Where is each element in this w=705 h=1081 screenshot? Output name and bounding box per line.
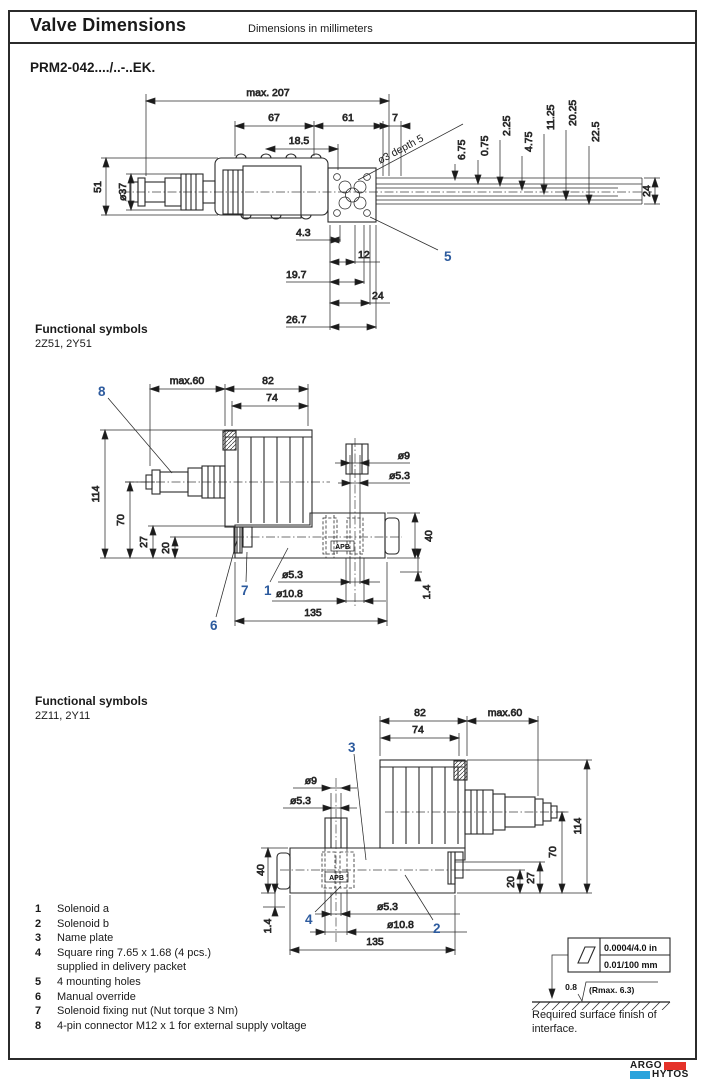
svg-text:70: 70 <box>115 514 127 526</box>
svg-text:ø5.3: ø5.3 <box>377 901 399 913</box>
svg-text:74: 74 <box>412 724 424 736</box>
valve-outline <box>277 760 557 893</box>
svg-text:19.7: 19.7 <box>286 269 307 281</box>
svg-text:135: 135 <box>304 607 322 619</box>
dim-51 <box>92 158 218 215</box>
legend-item-4-cont: supplied in delivery packet <box>57 961 187 974</box>
legend-item-3: 3 Name plate <box>35 932 114 945</box>
legend-item-4: 4 Square ring 7.65 x 1.68 (4 pcs.) <box>35 946 212 959</box>
svg-text:ø10.8: ø10.8 <box>276 588 303 600</box>
svg-text:ø3 depth 5: ø3 depth 5 <box>375 132 426 167</box>
svg-text:114: 114 <box>572 817 584 835</box>
ports-label-box <box>325 872 348 882</box>
dim-max60-82-74 <box>150 375 308 466</box>
dim-bottom <box>235 558 387 626</box>
svg-text:11.25: 11.25 <box>545 104 557 130</box>
svg-text:74: 74 <box>266 392 278 404</box>
legend-item-6: 6 Manual override <box>35 990 136 1003</box>
page-title: Valve Dimensions <box>30 15 187 35</box>
header-divider <box>8 42 697 44</box>
legend-item-8: 8 4-pin connector M12 x 1 for external supply voltage <box>35 1019 307 1032</box>
svg-text:ø5.3: ø5.3 <box>388 470 410 482</box>
svg-text:max.60: max.60 <box>169 375 205 387</box>
dim-dia9-dia53 <box>283 775 357 811</box>
port-hidden-lines <box>323 515 363 558</box>
callout-5 <box>370 217 452 264</box>
svg-text:max.60: max.60 <box>487 707 523 719</box>
svg-text:20: 20 <box>505 876 517 888</box>
dim-40-14 <box>387 513 435 599</box>
svg-text:max. 207: max. 207 <box>246 87 290 99</box>
port-hidden-lines <box>322 848 354 893</box>
svg-text:2.25: 2.25 <box>501 115 513 136</box>
svg-text:4.3: 4.3 <box>296 227 311 239</box>
mounting-holes <box>334 174 371 217</box>
svg-text:51: 51 <box>92 181 104 193</box>
svg-text:APB: APB <box>329 875 344 882</box>
svg-text:20.25: 20.25 <box>567 99 579 126</box>
svg-text:4: 4 <box>305 912 313 927</box>
legend-item-7: 7 Solenoid fixing nut (Nut torque 3 Nm) <box>35 1005 238 1018</box>
svg-text:7: 7 <box>241 583 249 598</box>
drawing-side-view <box>18 80 690 338</box>
legend <box>35 902 465 1033</box>
svg-text:67: 67 <box>268 112 280 124</box>
dim-port-positions <box>286 225 390 330</box>
svg-text:ø9: ø9 <box>397 450 410 462</box>
svg-text:1.4: 1.4 <box>262 918 274 934</box>
drawing-2z51 <box>20 360 462 652</box>
svg-text:6.75: 6.75 <box>456 139 468 160</box>
flatness-mm: 0.01/100 mm <box>604 960 658 970</box>
svg-text:8: 8 <box>98 384 106 399</box>
dim-max207 <box>146 87 389 176</box>
svg-text:40: 40 <box>255 864 267 876</box>
svg-text:0.75: 0.75 <box>479 135 491 156</box>
svg-text:26.7: 26.7 <box>286 314 307 326</box>
svg-text:18.5: 18.5 <box>288 135 310 147</box>
svg-text:(Rmax. 6.3): (Rmax. 6.3) <box>589 985 635 995</box>
dim-82-74-max60 <box>380 707 538 796</box>
dim-114-70-27-20 <box>90 430 235 558</box>
svg-text:7: 7 <box>392 112 398 124</box>
flatness-icon <box>578 947 595 963</box>
svg-text:12: 12 <box>358 249 370 261</box>
flatness-inch: 0.0004/4.0 in <box>604 943 658 953</box>
ports-label-box <box>331 541 354 551</box>
mounting-plate <box>376 178 642 204</box>
svg-text:24: 24 <box>372 290 384 302</box>
svg-text:ø37: ø37 <box>117 182 129 202</box>
brand-logo <box>630 1061 689 1079</box>
dim-18-5 <box>266 135 338 170</box>
svg-text:70: 70 <box>547 846 559 858</box>
svg-text:APB: APB <box>335 544 350 551</box>
svg-text:82: 82 <box>414 707 426 719</box>
svg-text:4.75: 4.75 <box>523 131 535 152</box>
logo-hytos-text: HYTOS <box>652 1069 689 1080</box>
svg-text:0.8: 0.8 <box>565 982 577 992</box>
bottom-section-models: 2Z11, 2Y11 <box>35 710 91 722</box>
svg-text:20: 20 <box>160 542 172 554</box>
svg-text:1: 1 <box>264 583 272 598</box>
svg-text:135: 135 <box>366 936 384 948</box>
surface-finish-symbol <box>528 930 700 1010</box>
svg-text:ø9: ø9 <box>304 775 317 787</box>
dim-plate-height <box>641 178 660 204</box>
svg-text:114: 114 <box>90 485 102 503</box>
logo-blue-block <box>630 1071 650 1079</box>
mid-section-models: 2Z51, 2Y51 <box>35 338 92 350</box>
callouts <box>98 384 288 633</box>
roughness-icon <box>565 982 658 1001</box>
valve-outline <box>146 430 399 558</box>
model-code: PRM2-042..../..-..EK. <box>30 60 156 75</box>
legend-item-5: 5 4 mounting holes <box>35 975 141 988</box>
svg-text:ø5.3: ø5.3 <box>282 569 304 581</box>
legend-item-1: 1 Solenoid a <box>35 903 109 915</box>
bottom-section-heading: Functional symbols <box>35 694 148 708</box>
svg-text:22.5: 22.5 <box>590 121 602 142</box>
svg-text:24: 24 <box>641 185 653 197</box>
logo-argo-text: ARGO <box>630 1060 662 1071</box>
hole-depth-note <box>358 124 463 180</box>
svg-text:61: 61 <box>342 112 354 124</box>
svg-text:6: 6 <box>210 618 218 633</box>
page-subtitle: Dimensions in millimeters <box>248 23 373 35</box>
svg-text:1.4: 1.4 <box>421 584 433 600</box>
svg-text:27: 27 <box>138 536 150 548</box>
svg-text:27: 27 <box>525 872 537 884</box>
surface-finish-caption: Required surface finish of interface. <box>532 1009 657 1035</box>
svg-text:2: 2 <box>433 921 441 936</box>
mid-section-heading: Functional symbols <box>35 322 148 336</box>
legend-item-2: 2 Solenoid b <box>35 917 109 930</box>
svg-text:ø10.8: ø10.8 <box>387 919 414 931</box>
svg-text:ø5.3: ø5.3 <box>289 795 311 807</box>
svg-text:40: 40 <box>423 530 435 542</box>
svg-text:82: 82 <box>262 375 274 387</box>
svg-text:5: 5 <box>444 249 452 264</box>
svg-text:3: 3 <box>348 740 356 755</box>
